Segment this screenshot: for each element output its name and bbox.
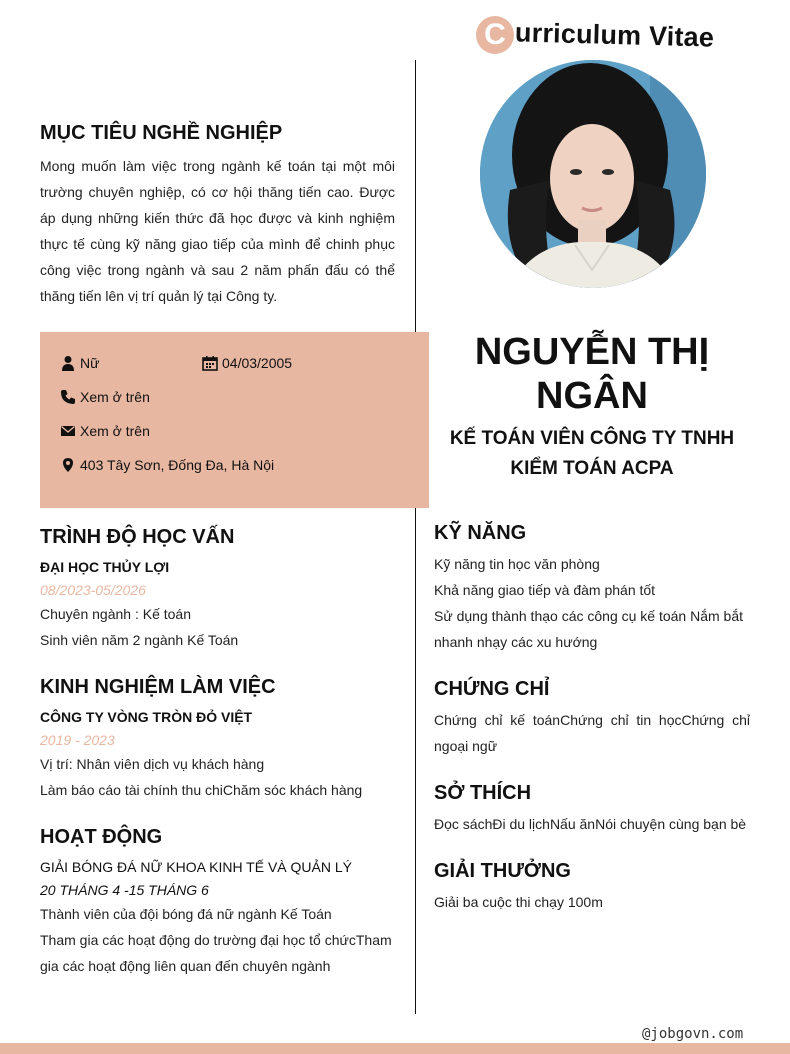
certificates-text: Chứng chỉ kế toánChứng chỉ tin họcChứng chỉ ngoại ngữ <box>434 712 750 754</box>
education-line: Chuyên ngành : Kế toán <box>40 606 192 622</box>
birthday-row <box>202 355 292 371</box>
person-icon <box>60 355 76 371</box>
experience-line: Làm báo cáo tài chính thu chiChăm sóc khách hàng <box>40 782 363 798</box>
objective-heading: MỤC TIÊU NGHỀ NGHIỆP <box>40 122 283 144</box>
address-row <box>60 457 274 473</box>
cv-logo <box>476 16 714 54</box>
phone-row <box>60 389 150 405</box>
envelope-icon <box>60 423 76 439</box>
awards-heading: GIẢI THƯỞNG <box>434 860 571 882</box>
gender-row <box>60 355 99 371</box>
address-value: 403 Tây Sơn, Đống Đa, Hà Nội <box>80 457 275 473</box>
email-value: Xem ở trên <box>80 423 150 439</box>
experience-heading: KINH NGHIỆM LÀM VIỆC <box>40 676 276 698</box>
awards-section <box>434 860 750 915</box>
birthday-value: 04/03/2005 <box>222 355 293 371</box>
certificates-heading: CHỨNG CHỈ <box>434 678 550 700</box>
education-line: Sinh viên năm 2 ngành Kế Toán <box>40 632 239 648</box>
email-row <box>60 423 150 439</box>
experience-section <box>40 676 400 803</box>
location-pin-icon <box>60 457 76 473</box>
objective-section <box>40 122 395 309</box>
calendar-icon <box>202 355 218 371</box>
skill-item: Kỹ năng tin học văn phòng <box>434 556 600 572</box>
gender-value: Nữ <box>80 355 100 371</box>
activities-line: Tham gia các hoạt động do trường đại học tổ chứcTham gia các hoạt động liên quan đến chuyên ngành <box>40 932 392 974</box>
activities-line: Thành viên của đội bóng đá nữ ngành Kế Toán <box>40 906 332 922</box>
activities-period: 20 THÁNG 4 -15 THÁNG 6 <box>40 882 209 898</box>
education-section <box>40 526 400 653</box>
activities-section <box>40 826 398 979</box>
objective-text: Mong muốn làm việc trong ngành kế toán tại một môi trường chuyên nghiệp, có cơ hội thăng tiến cao. Được áp dụng những kiến thức đã học được và kinh nghiệm thực tế cùng kỹ năng giao tiếp của mình để chinh phục công việc trong ngành và sau 2 năm phấn đấu có thể thăng tiến lên vị trí quản lý tại Công ty. <box>40 158 395 304</box>
logo-text: urriculum Vitae <box>514 16 715 53</box>
footer-bar <box>0 1043 790 1054</box>
education-heading: TRÌNH ĐỘ HỌC VẤN <box>40 526 235 548</box>
experience-line: Vị trí: Nhân viên dịch vụ khách hàng <box>40 756 265 772</box>
hobbies-section <box>434 782 750 837</box>
experience-period: 2019 - 2023 <box>40 732 115 748</box>
awards-text: Giải ba cuộc thi chạy 100m <box>434 894 603 910</box>
phone-value: Xem ở trên <box>80 389 150 405</box>
certificates-section <box>434 678 750 759</box>
activities-heading: HOẠT ĐỘNG <box>40 826 163 848</box>
phone-icon <box>60 389 76 405</box>
skill-item: Khả năng giao tiếp và đàm phán tốt <box>434 582 656 598</box>
candidate-title: KẾ TOÁN VIÊN CÔNG TY TNHH KIỂM TOÁN ACPA <box>449 428 735 479</box>
footer-watermark: @jobgovn.com <box>642 1026 744 1042</box>
skills-section <box>434 522 750 655</box>
activities-org: GIẢI BÓNG ĐÁ NỮ KHOA KINH TẾ VÀ QUẢN LÝ <box>40 859 352 875</box>
contact-box <box>40 332 429 508</box>
profile-photo <box>480 60 706 288</box>
hobbies-heading: SỞ THÍCH <box>434 782 532 804</box>
hobbies-text: Đọc sáchĐi du lịchNấu ănNói chuyện cùng bạn bè <box>434 816 747 832</box>
education-period: 08/2023-05/2026 <box>40 582 146 598</box>
logo-badge: C <box>476 16 514 54</box>
experience-company: CÔNG TY VÒNG TRÒN ĐỎ VIỆT <box>40 709 253 725</box>
education-school: ĐẠI HỌC THỦY LỢI <box>40 559 170 575</box>
candidate-name: NGUYỄN THỊ NGÂN <box>474 331 710 417</box>
skill-item: Sử dụng thành thạo các công cụ kế toán Nắm bắt nhanh nhạy các xu hướng <box>434 608 744 650</box>
skills-heading: KỸ NĂNG <box>434 522 527 544</box>
column-divider <box>415 60 416 1014</box>
